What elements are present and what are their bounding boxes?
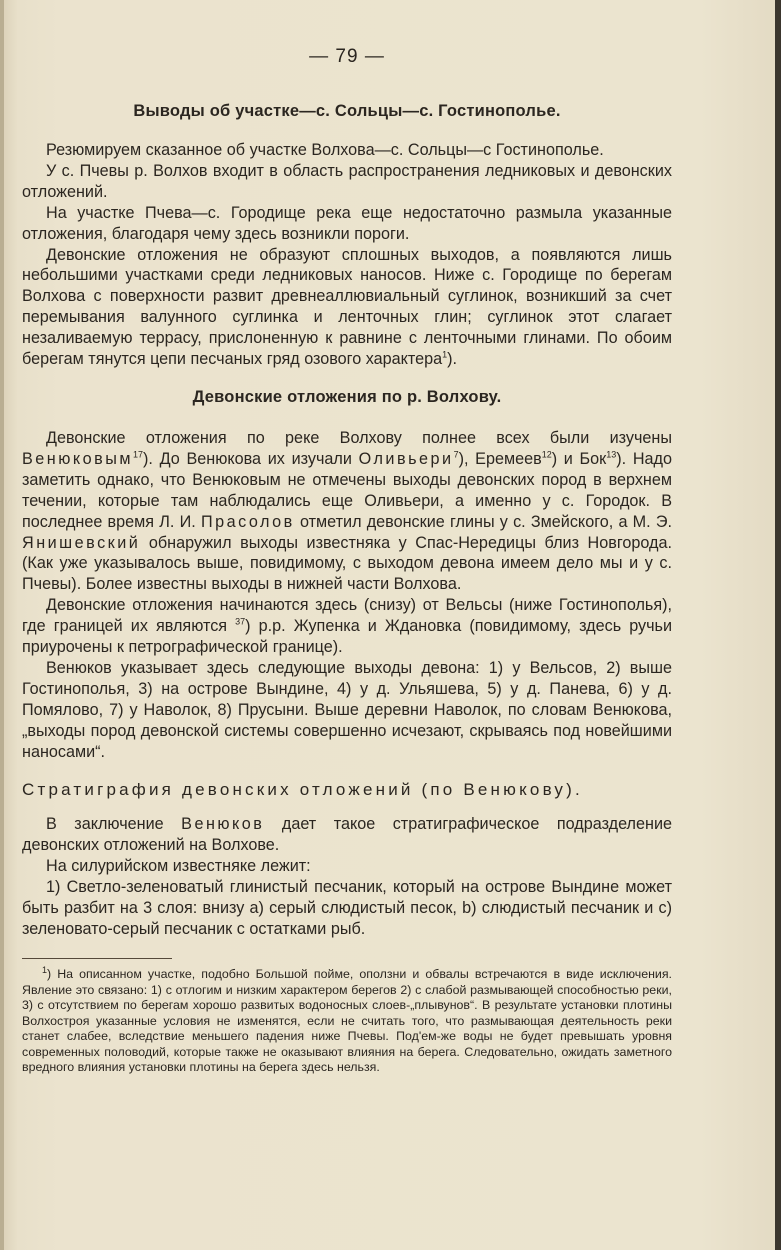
author-venyukov: Венюковым (22, 449, 134, 468)
text-span: ). Надо заметить однако, что Венюковым не отмечены выходы девонских пород в верхнем течении, которые там наблюдались еще Оливьери, а именно у с. Городок. В последнее время Л. И. (22, 449, 673, 531)
text-span: отметил девонские глины у с. Змейского, а М. Э. (294, 512, 672, 531)
ref-13[interactable]: 13 (606, 449, 617, 460)
author-yanishevsky: Янишевский (22, 533, 141, 552)
paragraph-outcrop-list: Венюков указывает здесь следующие выходы девона: 1) у Вельсов, 2) выше Гостинополья, 3) на острове Вындине, 4) у д. Ульяшева, 5) у д. Панева, 6) у д. Помялово, 7) у Наволок, 8) Прусыни. Выше деревни Наволок, по словам Венюкова, „выходы пород девонской системы совершенно исчезают, скрываясь под новейшими наносами“. (22, 658, 672, 761)
footnote (22, 964, 672, 1076)
subsection-heading-stratigraphy: Стратиграфия девонских отложений (по Венюкову). (22, 780, 583, 800)
ref-17[interactable]: 17 (133, 449, 144, 460)
footnote-divider (22, 958, 172, 959)
footnote-marker: 1 (42, 964, 48, 975)
paragraph-silurian: На силурийском известняке лежит: (46, 857, 311, 876)
text-span: В заключение (46, 815, 164, 834)
paragraph-layer-1: 1) Светло-зеленоватый глинистый песчаник, который на острове Вындине может быть разбит на 3 слоя: внизу a) серый слюдистый песок, b) слюдистый песчаник и c) зеленовато-серый песчаник с остатками рыб. (22, 878, 672, 938)
text-span: Девонские отложения начинаются здесь (снизу) от Вельсы (ниже Гостинополья), где границей их являются (22, 596, 672, 636)
ref-7[interactable]: 7 (453, 449, 459, 460)
ref-37[interactable]: 37 (235, 616, 246, 627)
author-olivieri: Оливьери (358, 449, 454, 468)
page-number: — 79 — (309, 46, 385, 67)
paragraph-summary: Резюмируем сказанное об участке Волхова—с. Сольцы—с Гостинополье. (46, 141, 604, 159)
text-span: , Еремеев (463, 449, 542, 468)
paragraph-rapids: На участке Пчева—с. Городище река еще недостаточно размыла указанные отложения, благодаря чему здесь возникли пороги. (22, 203, 672, 243)
author-prasolov: Прасолов (200, 512, 295, 531)
paragraph-devonian-outcrops-text: Девонские отложения не образуют сплошных выходов, а появляются лишь небольшими участками среди ледниковых наносов. Ниже с. Городище по берегам Волхова с поверхности развит древнеаллювиальный суглинок, возникший за счет перемывания валунного суглинка и ленточных глин; суглинок этот слагает незаливаемую террасу, прислоненную к равнине с ленточными глинами. По обоим берегам тянутся цепи песчаных гряд озового характера (22, 245, 672, 369)
paragraph-pchevy: У с. Пчевы р. Волхов входит в область распространения ледниковых и девонских отложений. (22, 161, 672, 201)
section-heading-conclusions: Выводы об участке—с. Сольцы—с. Гостинополье. (133, 102, 561, 120)
page-left-shadow (0, 0, 4, 1250)
text-span: . До Венюкова их изучали (148, 449, 352, 468)
paragraph-devonian-outcrops: Девонские отложения не образуют сплошных выходов, а появляются лишь небольшими участками среди ледниковых наносов. Ниже с. Городище по берегам Волхова с поверхности развит древнеаллювиальный суглинок, возникший за счет перемывания валунного суглинка и ленточных глин; суглинок этот слагает незаливаемую террасу, прислоненную к равнине с ленточными глинами. По обоим берегам тянутся цепи песчаных гряд озового характера$^1$). (22, 245, 672, 369)
footnote-text: ) На описанном участке, подобно Большой пойме, оползни и обвалы встречаются в виде исключения. Явление это связано: 1) с отлогим и низким характером берегов 2) с слабой размывающей способностью реки, 3) с отсутствием по берегам хорошо развитых водоносных слоев-„плывунов“. В результате установки плотины Волхостроя указанные условия не изменятся, если не считать того, что размывающая деятельность реки станет слабее, вследствие меньшего падения ниже Пчевы. Под'ем-же воды не будет превышать уровня современных половодий, которые также не оказывают влияния на берега. Следовательно, ожидать заметного вредного влияния установки плотины на берега здесь нельзя. (22, 966, 672, 1075)
paragraph-stratigraphy-intro (22, 814, 672, 856)
section-heading-devonian: Девонские отложения по р. Волхову. (192, 387, 502, 406)
footnote-ref[interactable]: 1 (442, 349, 448, 360)
text-span: дает такое стратиграфическое подразделение девонских отложений на Волхове. (22, 815, 672, 855)
page-content (22, 46, 672, 1076)
text-span: Девонские отложения по реке Волхову полнее всех были изучены (46, 428, 672, 447)
text-span: обнаружил выходы известняка у Спас-Нередицы близ Новгорода. (Как уже указывалось выше, повидимому, с выходом девона имеем дело мы и у с. Пчевы). Более известны выходы в нижней части Волхова. (22, 533, 672, 594)
paragraph-research-history: Девонские отложения по реке Волхову полнее всех были изучены Венюковым$^{17}$). До Венюкова их изучали Оливьери$^7$), Еремеев$^{12}$) и Бок$^{13}$). Надо заметить однако, что Венюковым не отмечены выходы девонских пород в верхнем течении, которые там наблюдались еще Оливьери, а именно у с. Городок. В последнее время Л. И. Прасолов отметил девонские глины у с. Змейского, а М. Э. Янишевский обнаружил выходы известняка у Спас-Нередицы близ Новгорода. (Как уже указывалось выше, повидимому, с выходом девона имеем дело мы и у с. Пчевы). Более известны выходы в нижней части Волхова. (22, 428, 673, 594)
page-right-edge (775, 0, 781, 1250)
text-span: р.р. Жупенка и Ждановка (повидимому, здесь ручьи приурочены к петрографической границе). (22, 617, 673, 657)
text-span: и Бок (557, 449, 607, 468)
author-venyukov-2: Венюков (181, 815, 265, 834)
ref-12[interactable]: 12 (541, 449, 552, 460)
paragraph-boundary: Девонские отложения начинаются здесь (снизу) от Вельсы (ниже Гостинополья), где границей их являются $^{37}$) р.р. Жупенка и Ждановка (повидимому, здесь ручьи приурочены к петрографической границе). (22, 596, 673, 657)
